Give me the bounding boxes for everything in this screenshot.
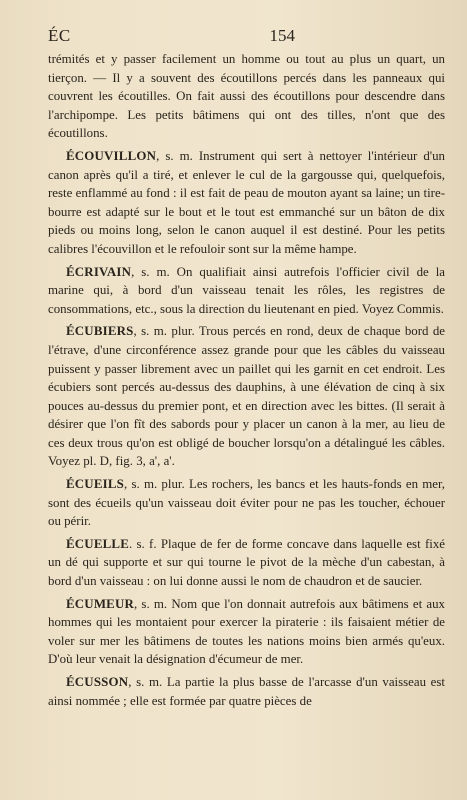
entry-definition: Instrument qui sert à nettoyer l'intérieur d'un canon après qu'il a tiré, et enlever le cul de la gargousse qui, quelquefois, reste enflammé au fond : il est fait de peau de mouton ayant sa laine; un tire-bourre est adapté sur le bout et le tout est emmanché sur un bâton de dix pieds ou moins long, selon le canon auquel il est destiné. Pour les petits calibres l'écouvillon et le refouloir sont sur la même hampe.	[48, 148, 445, 256]
entry-definition: Plaque de fer de forme concave dans laquelle est fixé un dé qui supporte et sur qui tourne le pivot de la mèche d'un cabestan, à bord d'un vaisseau : on lui donne aussi le nom de chaudron et de saucier.	[48, 536, 445, 589]
entry-definition: Nom que l'on donnait autrefois aux bâtimens et aux hommes qui les montaient pour exercer la piraterie : ils faisaient métier de voler sur mer les bâtimens de toutes les nations moins bien armés qu'eux. D'où leur venait la désignation d'écumeur de mer.	[48, 596, 445, 667]
entry-ecubiers	[48, 322, 445, 471]
entry-ecuelle	[48, 535, 445, 591]
entry-grammar: , s. m.	[131, 264, 170, 279]
entry-headword: ÉCUEILS	[66, 477, 124, 492]
entry-grammar: , s. m.	[156, 148, 193, 163]
entry-ecumeur	[48, 595, 445, 669]
entry-grammar: , s. m. plur.	[133, 324, 195, 339]
entry-headword: ÉCUSSON	[66, 675, 129, 689]
dictionary-text	[48, 50, 445, 710]
entry-ecrivain	[48, 263, 445, 319]
entry-headword: ÉCOUVILLON	[66, 148, 157, 163]
entry-definition: On qualifiait ainsi autrefois l'officier civil de la marine qui, à bord d'un vaisseau tenait les rôles, les registres de consommations, etc., sous la direction du lieutenant en pied. Voyez Commis.	[48, 264, 445, 316]
continuation-paragraph: trémités et y passer facilement un homme ou tout au plus un quart, un tierçon. — Il y a souvent des écoutillons percés dans les panneaux qui couvrent les écoutilles. On fait aussi des écoutillons pour descendre dans l'archipompe. Les petits bâtimens qui ont des tilles, n'ont que des écoutillons.	[48, 52, 445, 141]
running-head	[48, 26, 445, 46]
entry-headword: ÉCRIVAIN	[66, 264, 132, 279]
entry-grammar: , s. m.	[134, 596, 168, 611]
entry-grammar: . s. f.	[129, 536, 157, 551]
entry-ecusson	[48, 673, 445, 710]
entry-headword: ÉCUELLE	[66, 536, 130, 551]
entry-ecouvillon	[48, 147, 445, 259]
entry-grammar: , s. m. plur.	[124, 477, 185, 492]
running-head-word: ÉC	[48, 26, 71, 45]
entry-grammar: , s. m.	[128, 675, 163, 689]
page-number: 154	[269, 26, 295, 45]
entry-definition: Les rochers, les bancs et les hauts-fonds en mer, sont des écueils qu'un vaisseau doit éviter pour ne pas les toucher, échouer ou périr.	[48, 477, 445, 529]
entry-definition: La partie la plus basse de l'arcasse d'un vaisseau est ainsi nommée ; elle est formée par quatre pièces de	[48, 675, 445, 708]
entry-definition: Trous percés en rond, deux de chaque bord de l'étrave, d'une circonférence assez grande pour que les câbles du vaisseau puissent y passer librement avec un paillet qui les garnit en cet endroit. Les écubiers sont percés au-dessus des dauphins, à une élévation de cinq à six pouces au-dessus du premier pont, et en direction avec les bittes. (Il serait à désirer que l'on fît des sabords pour y placer un canon à la mer, au lieu de ces deux trous qu'on est obligé de boucher lorsqu'on a détalingué les câbles. Voyez pl. D, fig. 3, a', a'.	[48, 324, 445, 469]
entry-headword: ÉCUMEUR	[66, 596, 134, 611]
entry-headword: ÉCUBIERS	[66, 324, 134, 339]
entry-ecueils	[48, 475, 445, 531]
